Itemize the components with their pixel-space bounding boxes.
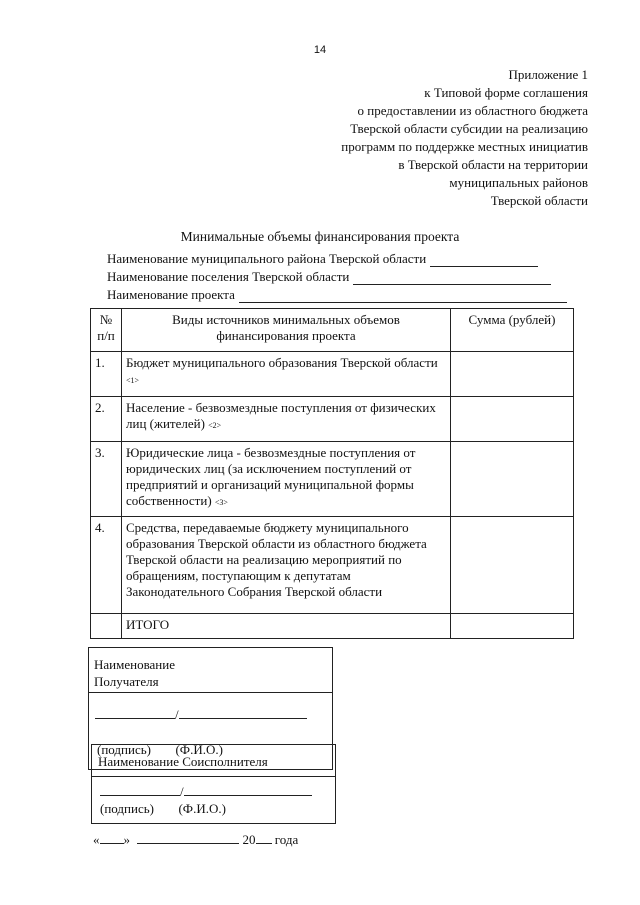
appendix-header (341, 66, 588, 210)
recipient-name-cell (89, 648, 332, 693)
year-blank[interactable] (256, 831, 272, 844)
table-row (91, 352, 574, 397)
month-blank[interactable] (137, 831, 239, 844)
footnote-ref: <1> (126, 376, 140, 385)
open-quote: « (93, 832, 100, 847)
page-number: 14 (313, 44, 327, 56)
header-sources: Виды источников минимальных объемов финансирования проекта (122, 309, 451, 352)
fio-label: (Ф.И.О.) (178, 801, 226, 816)
appendix-line: Приложение 1 (508, 67, 588, 82)
slash: / (180, 784, 184, 799)
signature-label: (подпись) (100, 801, 154, 816)
project-field (107, 287, 567, 303)
district-blank[interactable] (430, 254, 538, 267)
table-row (91, 517, 574, 614)
recipient-signature-line (95, 706, 307, 723)
district-label: Наименование муниципального района Тверской области (107, 251, 427, 266)
row-num: 3. (91, 442, 122, 517)
row-text: Юридические лица - безвозмездные поступления от юридических лиц (за исключением поступлений от предприятий и организаций муниципальной формы собственности) <3> (122, 442, 451, 517)
row-sum[interactable] (451, 397, 574, 442)
year-prefix: 20 (242, 832, 256, 847)
appendix-line: к Типовой форме соглашения (424, 85, 588, 100)
table-header-row (91, 309, 574, 352)
header-num: № п/п (91, 309, 122, 352)
row-sum[interactable] (451, 517, 574, 614)
appendix-line: в Тверской области на территории (398, 157, 588, 172)
document-title: Минимальные объемы финансирования проекта (180, 229, 460, 244)
recipient-name-line1: Наименование (94, 657, 175, 672)
financing-table (90, 308, 574, 639)
project-label: Наименование проекта (107, 287, 235, 302)
row-text: Население - безвозмездные поступления от физических лиц (жителей) <2> (122, 397, 451, 442)
recipient-fio-blank[interactable] (179, 706, 307, 719)
footnote-ref: <3> (214, 498, 228, 507)
appendix-line: Тверской области субсидии на реализацию (350, 121, 588, 136)
project-blank[interactable] (239, 290, 567, 303)
coexecutor-name-cell: Наименование Соисполнителя (92, 745, 335, 777)
row-num: 2. (91, 397, 122, 442)
settlement-field (107, 269, 551, 285)
date-line (93, 831, 298, 848)
header-sum: Сумма (рублей) (451, 309, 574, 352)
table-row (91, 397, 574, 442)
coexecutor-sign-labels (100, 801, 226, 817)
year-suffix: года (274, 832, 299, 847)
row-sum[interactable] (451, 442, 574, 517)
recipient-signature-blank[interactable] (95, 706, 175, 719)
total-sum[interactable] (451, 614, 574, 639)
fio-label: (Ф.И.О.) (175, 742, 223, 757)
total-num (91, 614, 122, 639)
settlement-blank[interactable] (353, 272, 551, 285)
row-sum[interactable] (451, 352, 574, 397)
row-num: 4. (91, 517, 122, 614)
row-text: Бюджет муниципального образования Тверской области <1> (122, 352, 451, 397)
coexecutor-signature-blank[interactable] (100, 783, 180, 796)
appendix-line: Тверской области (490, 193, 588, 208)
footnote-ref: <2> (208, 421, 222, 430)
day-blank[interactable] (100, 831, 124, 844)
coexecutor-signature-line (100, 783, 312, 800)
row-num: 1. (91, 352, 122, 397)
settlement-label: Наименование поселения Тверской области (107, 269, 350, 284)
row-text: Средства, передаваемые бюджету муниципального образования Тверской области из областного бюджета Тверской области на реализацию мероприятий по обращениям, поступающим к депутатам Законодательного Собрания Тверской области (122, 517, 451, 614)
table-total-row (91, 614, 574, 639)
slash: / (175, 707, 179, 722)
coexecutor-fio-blank[interactable] (184, 783, 312, 796)
appendix-line: муниципальных районов (449, 175, 588, 190)
recipient-name-line2: Получателя (94, 674, 159, 689)
appendix-line: программ по поддержке местных инициатив (341, 139, 588, 154)
coexecutor-block (91, 744, 336, 824)
table-row (91, 442, 574, 517)
close-quote: » (123, 832, 130, 847)
appendix-line: о предоставлении из областного бюджета (357, 103, 588, 118)
signature-label: (подпись) (97, 742, 151, 757)
district-field (107, 251, 538, 267)
total-label: ИТОГО (122, 614, 451, 639)
